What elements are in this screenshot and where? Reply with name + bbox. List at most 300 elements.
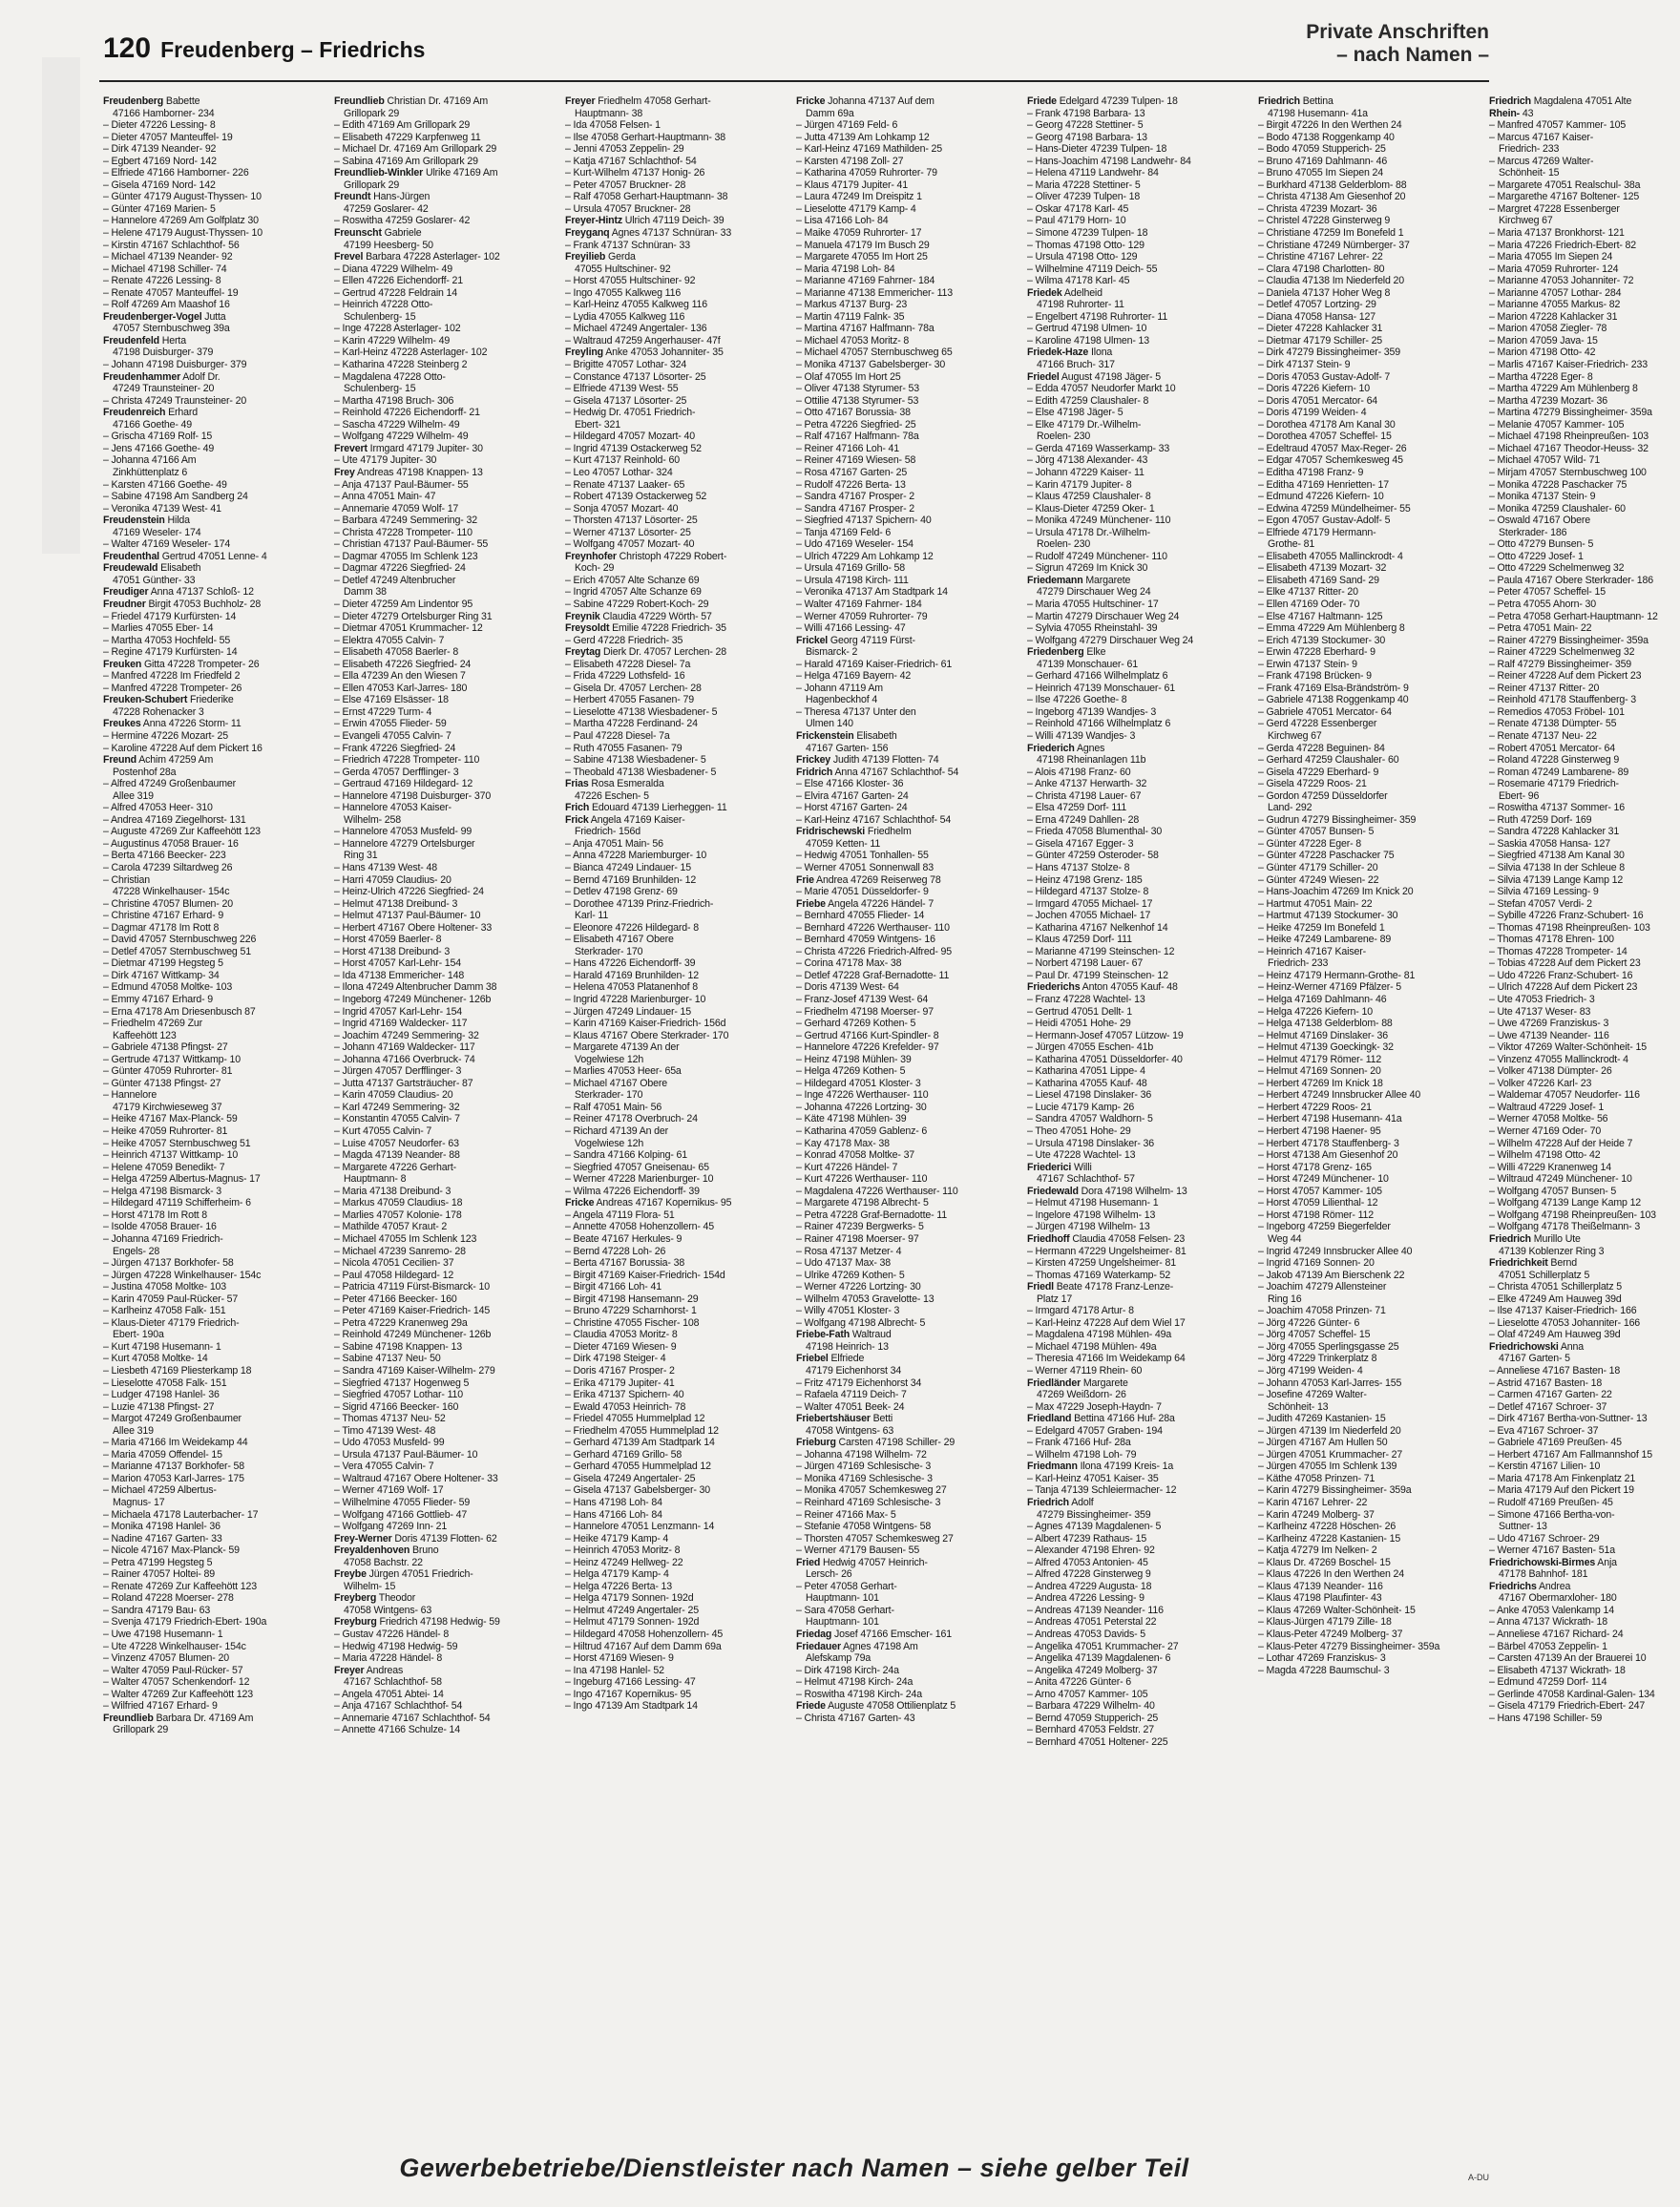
listing-entry: – Anneliese 47167 Richard- 24 [1489,1629,1624,1640]
listing-entry: – Editha 47198 Franz- 9 [1258,466,1364,478]
listing-entry: – Reinhold 47166 Wilhelmplatz 6 [1027,718,1171,730]
listing-entry: – Katja 47167 Schlachthof- 54 [565,155,697,167]
listing-entry: – Michael 47053 Moritz- 8 [796,334,910,347]
listing-entry: – Oswald 47167 Obere [1489,515,1590,527]
listing-entry: – Jürgen 47055 Im Schlenk 139 [1258,1461,1397,1473]
listing-entry: – Silvia 47138 In der Schleue 8 [1489,862,1625,873]
listing-entry: – Hans 47166 Loh- 84 [565,1508,662,1521]
listing-entry: Zinkhüttenplatz 6 [113,466,188,478]
listing-entry: – Jörg 47229 Trinkerplatz 8 [1258,1353,1377,1365]
listing-entry: – Ingeborg 47249 Münchener- 126b [334,994,492,1006]
listing-entry: – Anja 47167 Schlachthof- 54 [334,1700,463,1713]
listing-entry: – Jürgen 47198 Wilhelm- 13 [1027,1221,1150,1233]
listing-entry: – Jürgen 47139 Im Niederfeld 20 [1258,1424,1401,1437]
listing-entry: – Else 47167 Haltmann- 125 [1258,610,1383,622]
listing-entry: – Helmut 47179 Sonnen- 192d [565,1616,700,1629]
listing-entry: – Jens 47166 Goethe- 49 [103,442,215,454]
listing-entry: 47166 Bruch- 317 [1037,359,1115,371]
listing-entry: – Ingeborg 47139 Wandjes- 3 [1027,705,1157,718]
listing-entry: – Ralf 47058 Gerhart-Hauptmann- 38 [565,191,728,203]
listing-entry: Fridrischewski Friedhelm [796,826,912,838]
listing-entry: – Kay 47178 Max- 38 [796,1137,890,1149]
listing-entry: – Wolfgang 47166 Gottlieb- 47 [334,1508,468,1521]
listing-entry: – Andrea 47169 Ziegelhorst- 131 [103,813,246,826]
listing-entry: – Alfred 47053 Heer- 310 [103,802,213,814]
listing-entry: – Heinrich 47139 Monschauer- 61 [1027,682,1175,694]
listing-entry: – Horst 47057 Karl-Lehr- 154 [334,957,462,970]
listing-entry: – Walter 47051 Beek- 24 [796,1400,905,1413]
listing-entry: – Inge 47228 Asterlager- 102 [334,323,461,335]
listing-entry: – Frank 47198 Brücken- 9 [1258,670,1372,683]
listing-entry: Grillopark 29 [344,107,400,119]
listing-entry: Fricke Andreas 47167 Kopernikus- 95 [565,1197,732,1209]
listing-entry: – Sigrun 47269 Im Knick 30 [1027,562,1148,575]
listing-entry: – Karoline 47228 Auf dem Pickert 16 [103,742,262,754]
listing-entry: – Gisela Dr. 47057 Lerchen- 28 [565,682,702,694]
listing-entry: – Elisabeth 47226 Siegfried- 24 [334,658,472,670]
listing-entry: – Christa 47228 Trompeter- 110 [334,526,472,538]
listing-entry: – Justina 47058 Moltke- 103 [103,1281,227,1293]
listing-entry: Frie Andrea 47269 Reiserweg 78 [796,873,941,886]
listing-entry: – Klaus 47259 Dorf- 111 [1027,934,1132,946]
listing-entry: – Lieselotte 47053 Johanniter- 166 [1489,1316,1641,1329]
listing-entry: – Renate 47226 Lessing- 8 [103,275,221,287]
listing-entry: – Gerda 47228 Beguinen- 84 [1258,742,1385,754]
listing-entry: – Sara 47058 Gerhart- [796,1604,894,1616]
listing-entry: – Willi 47229 Kranenweg 14 [1489,1161,1612,1173]
listing-entry: – Horst 47178 Im Rott 8 [103,1209,208,1221]
listing-entry: – Herbert 47167 Obere Holtener- 33 [334,921,493,934]
listing-entry: – Andreas 47053 Davids- 5 [1027,1629,1146,1640]
listing-entry: – Horst 47059 Lilienthal- 12 [1258,1197,1378,1209]
listing-entry: – Lieselotte 47138 Wiesbadener- 5 [565,705,718,718]
listing-entry: – Werner 47058 Moltke- 56 [1489,1113,1608,1125]
listing-entry: – Ute 47179 Jupiter- 30 [334,454,437,467]
listing-entry: Ebert- 96 [1499,789,1540,802]
listing-entry: – Klaus 47259 Claushaler- 8 [1027,491,1151,503]
listing-entry: – Petra 47058 Gerhart-Hauptmann- 12 [1489,610,1658,622]
listing-entry: – Manfred 47228 Im Friedfeld 2 [103,670,241,683]
listing-entry: Sterkrader- 186 [1499,526,1567,538]
listing-entry: – Veronika 47137 Am Stadtpark 14 [796,586,948,599]
listing-entry: – Margarethe 47167 Boltener- 125 [1489,191,1640,203]
listing-entry: – Karin 47167 Lehrer- 22 [1258,1496,1368,1508]
listing-entry: – Kerstin 47167 Lilien- 10 [1489,1461,1601,1473]
listing-entry: – Siegfried 47057 Lothar- 110 [334,1389,464,1401]
listing-entry: – Jürgen 47228 Winkelhauser- 154c [103,1269,262,1281]
listing-entry: – Kurt 47226 Werthauser- 110 [796,1173,928,1186]
listing-entry: – Birgit 47226 In den Werthen 24 [1258,119,1402,132]
listing-entry: Grillopark 29 [113,1724,169,1736]
listing-entry: – Heidi 47051 Hohe- 29 [1027,1018,1131,1030]
listing-entry: – Carola 47239 Siltardweg 26 [103,862,233,873]
listing-entry: – Petra 47055 Ahorn- 30 [1489,598,1596,610]
listing-entry: – Ursula 47178 Dr.-Wilhelm- [1027,526,1151,538]
listing-entry: – Werner 47167 Basten- 51a [1489,1545,1615,1557]
listing-entry: – Waltraud 47229 Josef- 1 [1489,1101,1605,1113]
listing-entry: – Agnes 47139 Magdalenen- 5 [1027,1521,1162,1533]
listing-entry: – Günter 47228 Eger- 8 [1258,837,1362,850]
listing-entry: – Werner 47169 Wolf- 17 [334,1484,444,1497]
listing-entry: – Hans 47137 Stolze- 8 [1027,862,1130,873]
listing-entry: – Martina 47279 Bissingheimer- 359a [1489,407,1652,419]
listing-entry: – Ewald 47053 Heinrich- 78 [565,1400,686,1413]
listing-entry: – Inge 47226 Werthauser- 110 [796,1089,929,1102]
listing-entry: – Anke 47137 Herwarth- 32 [1027,778,1147,790]
listing-entry: – Ingrid 47169 Waldecker- 117 [334,1018,468,1030]
listing-entry: – Elke 47179 Dr.-Wilhelm- [1027,418,1142,431]
listing-entry: – Marcus 47167 Kaiser- [1489,131,1594,143]
listing-entry: – Erwin 47055 Flieder- 59 [334,718,447,730]
listing-entry: – Renate 47269 Zur Kaffeehött 123 [103,1580,257,1592]
listing-entry: – Dieter 47226 Lessing- 8 [103,119,216,132]
listing-entry: – Martin 47279 Dirschauer Weg 24 [1027,610,1180,622]
listing-entry: – Thorsten 47057 Schemkesweg 27 [796,1532,954,1545]
listing-entry: – Rainer 47239 Bergwerks- 5 [796,1221,924,1233]
listing-entry: – Doris 47139 West- 64 [796,981,899,994]
listing-entry: 47249 Traunsteiner- 20 [113,383,215,395]
listing-entry: – Käte 47198 Mühlen- 39 [796,1113,907,1125]
listing-entry: – Fritz 47179 Eichenhorst 34 [796,1377,922,1389]
listing-entry: – Gabriele 47169 Preußen- 45 [1489,1437,1622,1449]
listing-entry: – Silvia 47139 Lange Kamp 12 [1489,873,1624,886]
listing-entry: – Maria 47055 Hultschiner- 17 [1027,598,1159,610]
listing-entry: – Hildegard 47119 Schifferheim- 6 [103,1197,251,1209]
listing-entry: Ebert- 321 [575,418,620,431]
listing-entry: – Dieter 47228 Kahlacker 31 [1258,323,1383,335]
listing-entry: – Paul 47228 Diesel- 7a [565,729,670,742]
listing-entry: – Wolfgang 47057 Bunsen- 5 [1489,1185,1617,1197]
listing-entry: – Günter 47138 Pfingst- 27 [103,1077,221,1089]
listing-entry: – Wilma 47226 Eichendorff- 39 [565,1185,700,1197]
listing-entry: – Oskar 47178 Karl- 45 [1027,202,1129,215]
listing-entry: – Ingrid 47249 Innsbrucker Allee 40 [1258,1245,1413,1257]
listing-entry: – Christine 47167 Erhard- 9 [103,910,224,922]
listing-entry: – Gerlinde 47058 Kardinal-Galen- 134 [1489,1688,1655,1700]
listing-entry: – Renate 47137 Neu- 22 [1489,729,1597,742]
listing-entry: Friedek Adelheid [1027,286,1102,299]
listing-entry: – Tobias 47228 Auf dem Pickert 23 [1489,957,1641,970]
listing-entry: – Volker 47138 Dümpter- 26 [1489,1065,1612,1078]
listing-entry: – Karin 47059 Paul-Rücker- 57 [103,1293,239,1305]
listing-entry: – Annette 47166 Schulze- 14 [334,1724,461,1736]
listing-entry: – Beate 47167 Herkules- 9 [565,1232,682,1245]
listing-entry: – Otto 47229 Josef- 1 [1489,550,1584,562]
listing-entry: Friedrich- 233 [1268,957,1329,970]
listing-entry: – Bernhard 47053 Feldstr. 27 [1027,1724,1155,1736]
listing-entry: – Wilhelmine 47055 Flieder- 59 [334,1496,471,1508]
listing-entry: – Peter 47169 Kaiser-Friedrich- 145 [334,1305,491,1317]
listing-entry: – Edwina 47259 Mündelheimer- 55 [1258,502,1411,515]
listing-entry: – Johann 47229 Kaiser- 11 [1027,466,1144,478]
listing-entry: – Margot 47249 Großenbaumer [103,1413,242,1425]
listing-entry: – Konrad 47058 Moltke- 37 [796,1149,915,1162]
listing-entry: – Sabine 47229 Robert-Koch- 29 [565,598,709,610]
listing-entry: – Rainer 47057 Holtei- 89 [103,1568,215,1581]
listing-entry: – Helmut 47198 Kirch- 24a [796,1676,914,1689]
listing-entry: – Ingrid 47228 Marienburger- 10 [565,994,706,1006]
listing-entry: – Astrid 47167 Basten- 18 [1489,1377,1603,1389]
listing-entry: – Robert 47139 Ostackerweg 52 [565,491,707,503]
listing-entry: – Michael 47057 Sternbuschweg 65 [796,347,953,359]
listing-entry: – Magdalena 47198 Mühlen- 49a [1027,1329,1172,1341]
listing-entry: Freudenberg Babette [103,95,200,107]
listing-entry: – Werner 47137 Lösorter- 25 [565,526,691,538]
listing-entry: – Elke 47249 Am Hauweg 39d [1489,1293,1622,1305]
listing-entry: – Sandra 47169 Kaiser-Wilhelm- 279 [334,1364,495,1377]
listing-entry: – Käthe 47058 Prinzen- 71 [1258,1472,1376,1484]
listing-entry: – Marcus 47269 Walter- [1489,155,1594,167]
listing-entry: – Michaela 47178 Lauterbacher- 17 [103,1508,259,1521]
listing-entry: 47059 Ketten- 11 [806,837,881,850]
listing-entry: – Gabriele 47138 Pfingst- 27 [103,1041,228,1054]
listing-entry: Hauptmann- 38 [575,107,643,119]
listing-entry: – Ottilie 47138 Styrumer- 53 [796,394,919,407]
section-heading-line1: Private Anschriften [1306,21,1489,43]
listing-entry: – Johanna 47166 Overbruck- 74 [334,1053,475,1065]
listing-entry: – Roswitha 47259 Goslarer- 42 [334,215,471,227]
listing-entry: – Edmund 47058 Moltke- 103 [103,981,233,994]
listing-entry: – Helga 47138 Gelderblom- 88 [1258,1018,1393,1030]
listing-entry: 47058 Wintgens- 63 [806,1424,894,1437]
listing-entry: – Wolfgang 47279 Dirschauer Weg 24 [1027,634,1194,646]
listing-entry: Friedrich Bettina [1258,95,1334,107]
listing-entry: – Gertrude 47137 Wittkamp- 10 [103,1053,242,1065]
listing-entry: – Hannelore [103,1089,158,1102]
listing-entry: – Karsten 47198 Zoll- 27 [796,155,904,167]
listing-entry: – Dagmar 47178 Im Rott 8 [103,921,220,934]
listing-entry: – Detlef 47167 Schroer- 37 [1489,1400,1607,1413]
listing-entry: – Michael 47198 Rheinpreußen- 103 [1489,431,1649,443]
listing-entry: – Doris 47226 Kiefern- 10 [1258,383,1370,395]
listing-entry: – Carsten 47139 An der Brauerei 10 [1489,1652,1647,1665]
listing-entry: – Günter 47259 Osteroder- 58 [1027,850,1159,862]
listing-entry: – Margarete 47051 Realschul- 38a [1489,179,1641,191]
listing-entry: – Reiner 47228 Auf dem Pickert 23 [1489,670,1642,683]
listing-entry: – Tanja 47139 Schleiermacher- 12 [1027,1484,1177,1497]
listing-entry: – Ursula 47057 Bruckner- 28 [565,202,691,215]
listing-entry: – Walter 47169 Weseler- 174 [103,538,231,551]
listing-entry: – Irmgard 47178 Artur- 8 [1027,1305,1134,1317]
listing-entry: Koch- 29 [575,562,615,575]
listing-entry: – Magda 47228 Baumschul- 3 [1258,1664,1390,1676]
listing-entry: Freyburg Friedrich 47198 Hedwig- 59 [334,1616,500,1629]
listing-entry: – Detlef 47249 Altenbrucher [334,574,456,586]
listing-entry: – Bernhard 47055 Flieder- 14 [796,910,925,922]
listing-entry: Friederichs Anton 47055 Kauf- 48 [1027,981,1178,994]
listing-entry: – Bernd 47228 Loh- 26 [565,1245,666,1257]
listing-entry: Hagenbeckhof 4 [806,694,878,706]
listing-entry: Freyer Friedhelm 47058 Gerhart- [565,95,711,107]
listing-entry: – Rainer 47279 Bissingheimer- 359a [1489,634,1648,646]
listing-entry: – Frieda 47058 Blumenthal- 30 [1027,826,1163,838]
listing-entry: Freysoldt Emilie 47228 Friedrich- 35 [565,622,726,635]
listing-entry: – Heike 47167 Max-Planck- 59 [103,1113,238,1125]
listing-entry: – Karl 47249 Semmering- 32 [334,1101,460,1113]
listing-entry: – Katharina 47167 Nelkenhof 14 [1027,921,1168,934]
listing-entry: – Klaus-Dieter 47259 Oker- 1 [1027,502,1155,515]
listing-entry: – Bodo 47059 Stupperich- 25 [1258,143,1386,156]
listing-entry: Ulmen 140 [806,718,853,730]
listing-entry: – Oliver 47138 Styrumer- 53 [796,383,920,395]
listing-entry: – Sylvia 47055 Rheinstahl- 39 [1027,622,1158,635]
listing-entry: – Detlef 47057 Lortzing- 29 [1258,299,1376,311]
listing-entry: – Jutta 47137 Gartsträucher- 87 [334,1077,473,1089]
listing-entry: – Paul 47058 Hildegard- 12 [334,1269,454,1281]
listing-entry: – Christa 47051 Schillerplatz 5 [1489,1281,1623,1293]
listing-entry: Friedrich Magdalena 47051 Alte [1489,95,1632,107]
listing-entry: Frick Angela 47169 Kaiser- [565,813,685,826]
listing-entry: – Michael Dr. 47169 Am Grillopark 29 [334,143,497,156]
listing-entry: – Gisela 47169 Nord- 142 [103,179,216,191]
listing-entry: – Marion 47059 Java- 15 [1489,334,1598,347]
listing-entry: – Thomas 47169 Waterkamp- 52 [1027,1269,1171,1281]
listing-entry: – Gerhard 47269 Kothen- 5 [796,1018,916,1030]
section-heading [1306,21,1489,67]
listing-entry: 47179 Kirchwieseweg 37 [113,1101,222,1113]
listing-entry: – Theobald 47138 Wiesbadener- 5 [565,766,717,778]
listing-entry: – Editha 47169 Henrietten- 17 [1258,478,1390,491]
listing-entry: – Maria 47228 Händel- 8 [334,1652,443,1665]
listing-entry: – Gerhard 47169 Grillo- 58 [565,1448,682,1461]
listing-entry: – Sandra 47057 Waldhorn- 5 [1027,1113,1153,1125]
listing-entry: – Helmut 47169 Dinslaker- 36 [1258,1029,1388,1041]
listing-entry: – Hermann-Josef 47057 Lützow- 19 [1027,1029,1184,1041]
listing-entry: – Wilhelm 47228 Auf der Heide 7 [1489,1137,1633,1149]
listing-entry: Friedenberg Elke [1027,646,1106,659]
listing-entry: – Paul 47179 Horn- 10 [1027,215,1126,227]
listing-entry: – David 47057 Sternbuschweg 226 [103,934,257,946]
listing-entry: – Johanna 47226 Lortzing- 30 [796,1101,927,1113]
listing-entry: Kaffeehött 123 [113,1029,177,1041]
listing-entry: – Dagmar 47226 Siegfried- 24 [334,562,466,575]
listing-entry: – Marie 47051 Düsseldorfer- 9 [796,886,929,898]
listing-entry: – Ingeburg 47166 Lessing- 47 [565,1676,696,1689]
listing-entry: – Uwe 47269 Franziskus- 3 [1489,1018,1609,1030]
listing-entry: – Anja 47051 Main- 56 [565,837,663,850]
listing-entry: Fridrich Anna 47167 Schlachthof- 54 [796,766,959,778]
page-header [103,32,425,71]
listing-entry: – Roman 47249 Lambarene- 89 [1489,766,1629,778]
listing-entry: – Hannelore 47053 Musfeld- 99 [334,826,472,838]
listing-entry: – Gerhard 47259 Claushaler- 60 [1258,754,1399,767]
listing-entry: – Edda 47057 Neudorfer Markt 10 [1027,383,1176,395]
listing-entry: – Ludger 47198 Hanlel- 36 [103,1389,220,1401]
listing-entry: – Friedhelm 47198 Moerser- 97 [796,1005,934,1018]
listing-entry: – Egon 47057 Gustav-Adolf- 5 [1258,515,1391,527]
listing-entry: – Else 47169 Elsässer- 18 [334,694,449,706]
listing-entry: – Corina 47178 Max- 38 [796,957,902,970]
listing-entry: Freyilieb Gerda [565,251,636,263]
listing-entry: – Monika 47259 Claushaler- 60 [1489,502,1626,515]
listing-entry: – Heinrich 47137 Wittkamp- 10 [103,1149,239,1162]
listing-entry: – Ellen 47169 Oder- 70 [1258,598,1360,610]
listing-entry: – Dirk 47137 Stein- 9 [1258,359,1351,371]
listing-entry: Friedag Josef 47166 Emscher- 161 [796,1629,953,1640]
listing-entry: – Sonja 47057 Mozart- 40 [565,502,679,515]
listing-entry: – Richard 47139 An der [565,1125,669,1138]
listing-entry: – Saskia 47058 Hansa- 127 [1489,837,1610,850]
listing-entry: – Hannelore 47226 Krefelder- 97 [796,1041,939,1054]
listing-entry: – Robert 47051 Mercator- 64 [1489,742,1615,754]
listing-entry: – Christa 47167 Garten- 43 [796,1712,915,1724]
listing-entry: – Klaus 47179 Jupiter- 41 [796,179,908,191]
listing-entry: – Horst 47055 Hultschiner- 92 [565,275,696,287]
listing-entry: Friedauer Agnes 47198 Am [796,1640,918,1652]
listing-entry: – Helga 47259 Albertus-Magnus- 17 [103,1173,261,1186]
listing-entry: – Manfred 47057 Kammer- 105 [1489,119,1627,132]
listing-entry: – Jörg 47199 Weiden- 4 [1258,1364,1363,1377]
listing-entry: – Frank 47226 Siegfried- 24 [334,742,456,754]
listing-entry: – Berta 47166 Beecker- 223 [103,850,226,862]
listing-entry: – Gerhard 47166 Wilhelmplatz 6 [1027,670,1168,683]
listing-entry: – Anna 47228 Mariemburger- 10 [565,850,707,862]
listing-entry: – Michael 47249 Angertaler- 136 [565,323,707,335]
listing-entry: – Petra 47229 Kranenweg 29a [334,1316,468,1329]
listing-entry: – Sandra 47167 Prosper- 2 [796,491,915,503]
listing-entry: – Maria 47198 Loh- 84 [796,263,895,275]
listing-entry: Freundlieb Christian Dr. 47169 Am [334,95,489,107]
listing-entry: 47051 Günther- 33 [113,574,196,586]
listing-entry: Sterkrader- 170 [575,945,643,957]
listing-entry: – Johann 47119 Am [796,682,883,694]
listing-entry: – Renate 47137 Laaker- 65 [565,478,685,491]
listing-entry: – Magda 47139 Neander- 88 [334,1149,460,1162]
section-heading-line2: – nach Namen – [1336,44,1489,66]
listing-entry: – Ute 47053 Friedrich- 3 [1489,994,1595,1006]
listing-entry: – Siegfried 47138 Am Kanal 30 [1489,850,1625,862]
listing-entry: Schönheit- 13 [1268,1400,1329,1413]
listing-entry: – Willi 47139 Wandjes- 3 [1027,729,1136,742]
listing-entry: – Frida 47229 Lothsfeld- 16 [565,670,685,683]
listing-entry: – Johanna 47198 Wilhelm- 72 [796,1448,927,1461]
listing-entry: – Otto 47167 Borussia- 38 [796,407,911,419]
listing-entry: – Ingrid 47057 Karl-Lehr- 154 [334,1005,463,1018]
listing-entry: – Maike 47059 Ruhrorter- 17 [796,227,922,240]
listing-entry: Freundlieb-Winkler Ulrike 47169 Am [334,167,498,179]
listing-entry: 47198 Duisburger- 379 [113,347,214,359]
listing-entry: – Karlheinz 47228 Kastanien- 15 [1258,1532,1401,1545]
listing-entry: – Hildegard 47137 Stolze- 8 [1027,886,1149,898]
listing-entry: Freyganq Agnes 47137 Schnüran- 33 [565,227,732,240]
listing-entry: – Nicola 47051 Cecilien- 37 [334,1257,454,1270]
listing-entry: – Olaf 47249 Am Hauweg 39d [1489,1329,1621,1341]
listing-entry: – Dirk 47139 Neander- 92 [103,143,217,156]
listing-entry: – Mathilde 47057 Kraut- 2 [334,1221,448,1233]
listing-entry: – Erwin 47137 Stein- 9 [1258,658,1357,670]
listing-entry: – Burkhard 47138 Gelderblom- 88 [1258,179,1407,191]
listing-entry: – Ingo 47167 Kopernikus- 95 [565,1688,692,1700]
listing-entry: – Melanie 47057 Kammer- 105 [1489,418,1625,431]
listing-entry: – Helga 47179 Kamp- 4 [565,1568,669,1581]
listing-entry: 47198 Husemann- 41a [1268,107,1368,119]
listing-entry: Freukes Anna 47226 Storm- 11 [103,718,242,730]
listing-entry: 47051 Schillerplatz 5 [1499,1269,1590,1281]
listing-entry: – Heinrich 47167 Kaiser- [1258,945,1366,957]
listing-entry: – Edith 47169 Am Grillopark 29 [334,119,471,132]
listing-entry: Freynik Claudia 47229 Wörth- 57 [565,610,712,622]
listing-entry: – Hans-Joachim 47269 Im Knick 20 [1258,886,1414,898]
listing-entry: – Christian 47137 Paul-Bäumer- 55 [334,538,489,551]
listing-entry: – Magdalena 47226 Werthauser- 110 [796,1185,958,1197]
listing-entry: – Andrea 47226 Lessing- 9 [1027,1592,1144,1605]
listing-entry: – Mirjam 47057 Sternbuschweg 100 [1489,466,1647,478]
listing-entry: – Annemarie 47167 Schlachthof- 54 [334,1712,491,1724]
listing-entry: – Reinhold 47226 Eichendorff- 21 [334,407,480,419]
listing-entry: – Helmut 47139 Goeckingk- 32 [1258,1041,1394,1054]
listing-entry: Grillopark 29 [344,179,400,191]
listing-entry: – Johann 47053 Karl-Jarres- 155 [1258,1377,1402,1389]
